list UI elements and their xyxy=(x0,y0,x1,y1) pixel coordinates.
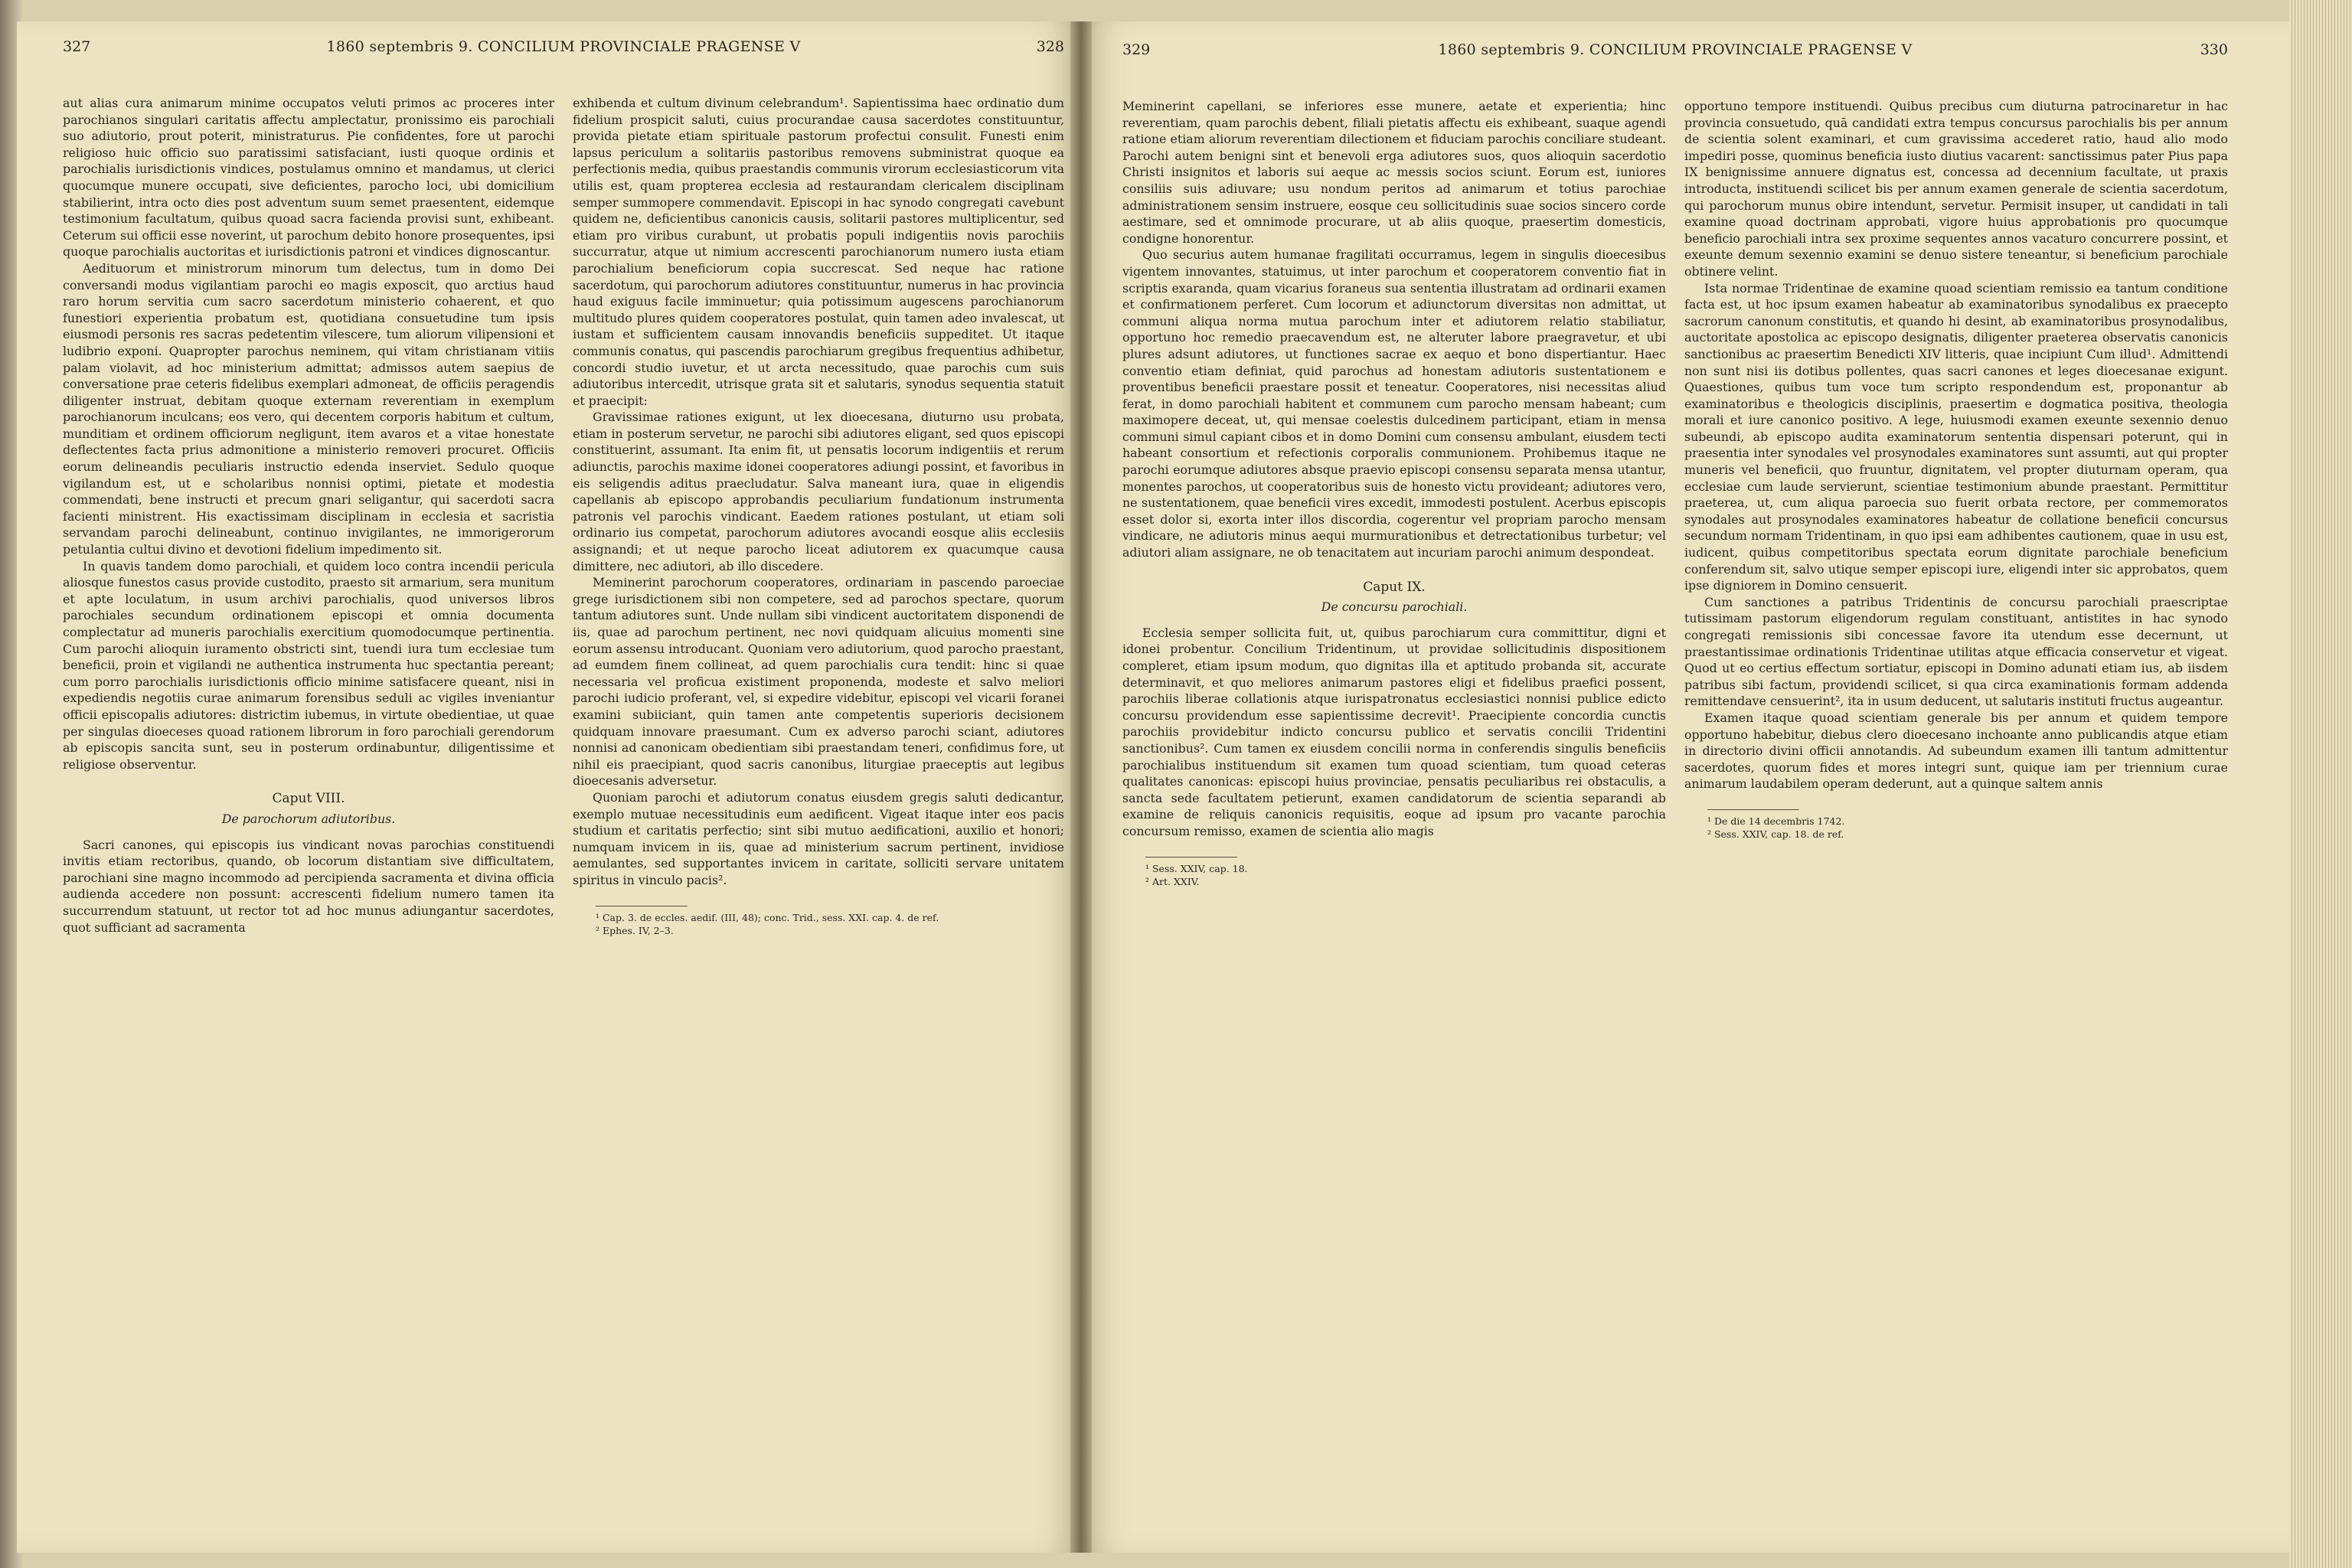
page-number-327: 327 xyxy=(63,38,91,55)
paragraph: aut alias cura animarum minime occupatos veluti primos ac proceres inter parochianos singulari caritatis affectu amplectatur, pronissimo eis parochiali suo adiutorio, prout poterit, ministraturus. Pie confidentes, fore ut parochi religioso huic officio suo paratissimi satisfaciant, iusti quoque ordinis et parochialis iurisdictionis vindices, postulamus omnino et mandamus, ut clerici quocumque munere occupati, sive deficientes, parocho loci, ubi domicilium stabilierint, intra octo dies post adventum suum semet praesentent, eidemque testimonium facultatum, quibus quoad sacra facienda provisi sunt, exhibeant. Ceterum sui officii esse noverint, ut parochum debito honore prosequentes, ipsi quoque parochialis auctoritas et iurisdictionis patroni et vindices dignoscantur. xyxy=(63,96,554,260)
paragraph: Meminerint capellani, se inferiores esse munere, aetate et experientia; hinc reverentiam, quam parochis debent, filiali pietatis affectu eis exhibeant, suaque agendi ratione etiam aliorum reverentiam dilectionem et fiduciam parochis conciliare studeant. Parochi autem benigni sint et benevoli erga adiutores suos, quos alioquin sacerdotio Christi insignitos et laboris sui aeque ac messis socios sciunt. Eorum est, iuniores consiliis suis adiuvare; usu nondum peritos ad animarum et totius parochiae administrationem sensim instruere, eosque ceu sollicitudinis suae socios sincero corde aestimare, sed et omnimode procurare, ut ab aliis quoque, praesertim domesticis, condigne honorentur. xyxy=(1122,99,1666,246)
paragraph: exhibenda et cultum divinum celebrandum¹. Sapientissima haec ordinatio dum fidelium prospicit saluti, cuius procurandae causa sacerdotes constituuntur, provida pietate etiam spirituale pastorum profectui consulit. Funesti enim lapsus periculum a solitariis pastoribus removens subministrat quoque ea perfectionis media, quibus praestandis communis virorum ecclesiasticorum vita utilis est, quam propterea ecclesia ad restaurandam clericalem disciplinam semper summopere commendavit. Episcopi in hac synodo congregati cavebunt quidem ne, deficientibus canonicis causis, solitarii pastores multiplicentur, sed etiam pro viribus curabunt, ut probatis populi indigentiis novis parochiis succurratur, atque ut nimium accrescenti parochianorum numero iusta etiam parochialium beneficiorum copia succrescat. Sed neque hac ratione sacerdotum, qui parochorum adiutores constituuntur, numerus in hac provincia haud exiguus facile imminuetur; quia potissimum augescens parochianorum multitudo plures quidem cooperatores postulat, quin tamen adeo invalescat, ut iustam et sufficientem causam innovandis beneficiis suppeditet. Ut itaque communis conatus, qui pascendis parochiarum gregibus frequentius adhibetur, concordi studio iuvetur, et ut arcta necessitudo, quae parochis cum suis adiutoribus intercedit, utrisque grata sit et salutaris, synodus sequentia statuit et praecipit: xyxy=(573,96,1064,408)
paragraph: Sacri canones, qui episcopis ius vindicant novas parochias constituendi invitis etiam rectoribus, quando, ob locorum distantiam sive difficultatem, parochiani sine magno incommodo ad percipienda sacramenta et divina officia audienda accedere non possunt: accrescenti fidelium numero tamen ita succurrendum statuunt, ut rector tot ad hoc munus adiungantur sacerdotes, quot sufficiant ad sacramenta xyxy=(63,837,554,935)
paragraph: Gravissimae rationes exigunt, ut lex dioecesana, diuturno usu probata, etiam in posterum servetur, ne parochi sibi adiutores eligant, sed quos episcopi constituerint, assumant. Ita enim fit, ut pensatis locorum indigentiis et rerum adiunctis, parochis maxime idonei cooperatores adiungi possint, et favoribus in eis seligendis aditus praecludatur. Salva maneant iura, quae in eligendis capellanis ab episcopo approbandis peculiarium fundationum instrumenta patronis vel parochis vindicant. Eaedem rationes postulant, ut etiam soli ordinario ius competat, parochorum adiutores avocandi eosque aliis ecclesiis assignandi; et ut neque parocho liceat adiutorem ex quacumque causa dimittere, nec adiutori, ab illo discedere. xyxy=(573,410,1064,573)
page-number-328: 328 xyxy=(1036,38,1064,55)
footnote: ² Sess. XXIV, cap. 18. de ref. xyxy=(1707,828,1844,840)
paragraph: opportuno tempore instituendi. Quibus precibus cum diuturna patrocinaretur in hac provincia consuetudo, quā candidati extra tempus concursus parochialis bis per annum de scientia solent examinari, et cum gravissima accederet ratio, haud alio modo impediri posse, quominus beneficia iusto diutius vacarent: sanctissimus pater Pius papa IX benignissime annuere dignatus est, concessa ad decennium facultate, ut praxis introducta, instituendi scilicet bis per annum examen generale de scientia sacerdotum, qui parochorum munus obire intendunt, servetur. Permisit insuper, ut candidati in tali examine quoad doctrinam approbati, vigore huius approbationis pro quocumque beneficio parochiali intra sex proxime sequentes annos vacaturo concurrere possint, et exeunte demum sexennio examini se denuo sistere teneantur, si beneficium parochiale obtinere velint. xyxy=(1684,99,2228,279)
footnote: ¹ Cap. 3. de eccles. aedif. (III, 48); conc. Trid., sess. XXI. cap. 4. de ref. xyxy=(596,911,939,923)
chapter-subtitle: De parochorum adiutoribus. xyxy=(221,811,396,826)
footnote: ¹ Sess. XXIV, cap. 18. xyxy=(1145,862,1248,874)
paragraph: In quavis tandem domo parochiali, et quidem loco contra incendii pericula aliosque funestos casus provide custodito, praesto sit armarium, sera munitum et apte loculatum, in usum archivi parochialis, quod universos libros parochiales secundum ordinationem episcopi et omnia documenta complectatur ad muneris parochialis exercitium quomodocumque pertinentia. Cum parochi alioquin iuramento obstricti sint, tuendi iura tum ecclesiae tum beneficii, proin et vigilandi ne authentica instrumenta huc spectantia pereant; cum porro parochialis iurisdictionis officio minime satisfacere queant, nisi in expediendis negotiis curae animarum forensibus seduli ac vigiles inveniantur officii episcopalis adiutores: districtim iubemus, in virtute obedientiae, ut quae per singulas dioeceses quoad rationem librorum in foro parochiali gerendorum ab episcopis sancita sunt, seu in posterum ordinabuntur, diligentissime et religiose observentur. xyxy=(63,558,554,772)
running-title: 1860 septembris 9. CONCILIUM PROVINCIALE PRAGENSE V xyxy=(1438,41,1913,58)
left-page xyxy=(17,21,1081,1553)
paragraph: Ista normae Tridentinae de examine quoad scientiam remissio ea tantum conditione facta est, ut hoc ipsum examen habeatur ab examinatoribus synodalibus ex praecepto sacrorum canonum constitutis, et quando hi desint, ab examinatoribus prosynodalibus, auctoritate apostolica ac episcopo designatis, diligenter praeterea observatis canonicis sanctionibus ac praesertim Benedicti XIV litteris, quae incipiunt Cum illud¹. Admittendi non sunt nisi iis dotibus pollentes, quas sacri canones et leges dioecesanae exigunt. Quaestiones, quibus tum voce tum scripto respondendum est, proponantur ab examinatoribus e theologicis disciplinis, praesertim e dogmatica positiva, theologia morali et iure canonico positivo. A lege, huiusmodi examen exeunte sexennio denuo subeundi, ab episcopo audita examinatorum sententia dispensari poterunt, qui in praesentia inter synodales vel prosynodales examinatores sunt assumti, aut qui propter muneris vel beneficii, quo fruuntur, dignitatem, vel propter diuturnam operam, qua ecclesiae cum laude servierunt, scientiae testimonium abunde praestant. Permittitur praeterea, ut, cum aliqua paroecia suo fuerit orbata rectore, per commemoratos synodales aut prosynodales examinatores habeatur de collatione beneficii concursus secundum normam Tridentinam, in quo ipsi eam adhibentes cautionem, quae in usu est, iudicent, quibus competitoribus spectata eorum dignitate parochiale beneficium conferendum sit, salvo utique semper episcopi iure, eligendi inter sic approbatos, quem ipse digniorem in Domino censuerit. xyxy=(1684,280,2228,593)
right-running-head xyxy=(1122,41,2228,67)
book-gutter xyxy=(1070,21,1092,1553)
paragraph: Meminerint parochorum cooperatores, ordinariam in pascendo paroeciae grege iurisdictionem sibi non competere, sed ad parochos spectare, quorum tantum adiutores sunt. Unde nullam sibi vindicent auctoritatem disponendi de iis, quae ad parochum pertinent, nec novi quidquam alicuius momenti sine eorum assensu introducant. Quoniam vero adiutorium, quod parocho praestant, ad eumdem finem collineat, ad quem parochialis cura tendit: hinc si quae necessaria vel proficua existiment proponenda, modeste et salvo meliori parochi iudicio proferant, vel, si expedire videbitur, episcopi vel vicarii foranei examini subiiciant, quin tamen ante competentis superioris decisionem quidquam innovare praesumant. Cum ex adverso parochi sciant, adiutores nonnisi ad canonicam obedientiam sibi praestandam teneri, confidimus fore, ut nihil eis praecipiant, quod sacris canonibus, liturgiae praeceptis aut legibus dioecesanis adversetur. xyxy=(573,575,1064,789)
paragraph: Quo securius autem humanae fragilitati occurramus, legem in singulis dioecesibus vigentem innovantes, statuimus, ut inter parochum et cooperatorem conventio fiat in scriptis exaranda, quam vicarius foraneus sua sententia illustratam ad ordinarii examen et confirmationem perferet. Cum locorum et adiunctorum diversitas non admittat, ut communi aliqua norma mutua parochum inter et adiutorem relatio stabiliatur, opportuno hoc remedio praecavendum est, ne alteruter labore praegravetur, et ubi plures adsunt adiutores, ut functiones sacrae ex aequo et bono dispertiantur. Haec conventio etiam definiat, quid parochus ad honestam adiutoris sustentationem e proventibus beneficii praestare possit et teneatur. Cooperatores, nisi necessitas aliud ferat, in domo parochiali habitent et communem cum parocho mensam habeant; cum maximopere deceat, ut, qui mensae coelestis dulcedinem participant, etiam in mensa communi simul capiant cibos et in domo Domini cum consensu ambulant, eiusdem tecti habeant consortium et refectionis corporalis communionem. Prohibemus itaque ne parochi eorumque adiutores absque praevio episcopi consensu separata mensa utantur, monentes parochos, ut cooperatoribus suis de honesto victu provideant; adiutores vero, ne sustentationem, quae beneficii vires excedit, immodesti postulent. Acerbus episcopis esset dolor si, exorta inter illos discordia, cogerentur vel propriam parocho mensam vindicare, ne adiutoris minus aequi murmurationibus et detrectationibus turbetur; vel adiutori aliam assignare, ne ob tenacitatem aut incuriam parochi animum despondeat. xyxy=(1122,247,1666,560)
page-number-329: 329 xyxy=(1122,41,1151,58)
left-page-column-1 xyxy=(63,95,554,937)
footnote: ² Art. XXIV. xyxy=(1145,875,1200,887)
right-page xyxy=(1081,21,2289,1553)
footnote-rule xyxy=(1707,809,1799,810)
book-page-edges xyxy=(2289,0,2352,1568)
left-page-column-2 xyxy=(573,95,1064,937)
chapter-heading: Caput IX. xyxy=(1363,579,1426,595)
footnote: ¹ De die 14 decembris 1742. xyxy=(1707,815,1845,827)
paragraph: Cum sanctiones a patribus Tridentinis de concursu parochiali praescriptae tutissimam pastorum eligendorum regulam constituant, antistites in hac synodo congregati remissionis sibi concessae favore ita utendum esse decernunt, ut praestantissimae ordinationis Tridentinae utilitas atque efficacia conservetur et vigeat. Quod ut eo certius effectum sortiatur, episcopi in Domino adunati etiam ius, ab iisdem patribus sibi factum, providendi scilicet, si qua circa examinationis formam addenda remittendave censuerint², ita in usum deducent, ut salutaris instituti fructus augeantur. xyxy=(1684,594,2228,709)
paragraph: Aedituorum et ministrorum minorum tum delectus, tum in domo Dei conversandi modus vigilantiam parochi eo magis exposcit, quo arctius haud raro horum servitia cum sacro sacerdotum ministerio cohaerent, et quo funestiori experientia probatum est, quotidiana consuetudine tum ipsis eiusmodi personis res sacras pedetentim vilescere, tum aliorum vilipensioni et ludibrio exponi. Quapropter parochus neminem, qui vitam christianam vitiis palam violavit, ad hoc ministerium admittat; admissos autem saepius de conversatione prae ceteris fidelibus exemplari admoneat, de officiis peragendis diligenter instruat, debitam quoque externam reverentiam in exemplum parochianorum inculcans; eos vero, qui decentem corporis habitum et cultum, munditiam et ordinem officiorum negligunt, item avaros et a vitae honestate deflectentes facta prius admonitione a ministerio removeri procuret. Officiis eorum delineandis peculiaris instructio edenda inserviet. Sedulo quoque vigilandum est, ut e scholaribus nonnisi optimi, pietate et modestia commendati, bene instructi et precum gnari seligantur, qui sacerdoti sacra facienti ministrent. His exactissimam disciplinam in ecclesia et sacristia servandam parochi delineabunt, continuo invigilantes, ne immorigerorum petulantia cultui divino et devotioni fidelium impedimento sit. xyxy=(63,260,554,557)
left-running-head xyxy=(63,38,1064,64)
paragraph: Examen itaque quoad scientiam generale bis per annum et quidem tempore opportuno habebitur, diebus clero dioecesano inchoante anno publicandis atque etiam in directorio divini officii annotandis. Ad subeundum examen illi tantum admittentur sacerdotes, quorum fides et mores integri sunt, quique iam per triennium curae animarum laudabilem operam dederunt, aut a quinque saltem annis xyxy=(1684,710,2228,792)
footnote-rule xyxy=(1145,857,1237,858)
chapter-heading: Caput VIII. xyxy=(272,791,345,807)
page-number-330: 330 xyxy=(2200,41,2228,58)
paragraph: Quoniam parochi et adiutorum conatus eiusdem gregis saluti dedicantur, exemplo mutuae necessitudinis eum aedificent. Vigeat itaque inter eos pacis studium et caritatis perfectio; sint sibi mutuo aedificationi, auxilio et honori; numquam invicem in iis, quae ad ministerium sacrum pertinent, invidiose aemulantes, sed supportantes invicem in caritate, solliciti servare unitatem spiritus in vinculo pacis². xyxy=(573,789,1064,887)
right-page-column-1 xyxy=(1122,98,1666,888)
running-title: 1860 septembris 9. CONCILIUM PROVINCIALE PRAGENSE V xyxy=(326,38,801,55)
footnote: ² Ephes. IV, 2–3. xyxy=(596,924,674,936)
right-page-column-2 xyxy=(1684,98,2228,888)
paragraph: Ecclesia semper sollicita fuit, ut, quibus parochiarum cura committitur, digni et idonei probentur. Concilium Tridentinum, ut providae sollicitudinis dispositionem compleret, etiam ipsum modum, quo dignitas illa et aptitudo probanda sit, accurate determinavit, et quo meliores animarum pastores eligi et fidelibus praefici possent, parochiis liberae collationis atque iurispatronatus ecclesiastici nonnisi publice edicto concursu providendum esse sapientissime decrevit¹. Praecipiente concordia cunctis parochiis providebitur indicto concursu publico et servatis concilii Tridentini sanctionibus². Cum tamen ex eiusdem concilii norma in conferendis singulis beneficiis parochialibus instituendum sit examen tum quoad scientiam, tum quoad ceteras qualitates canonicas: episcopi huius provinciae, pensatis peculiaribus rei obstaculis, a sancta sede facultatem petierunt, examen candidatorum de scientia separandi ab examine de reliquis canonicis requisitis, eoque ad ipsum pro vacante parochia concursum remisso, examen de scientia alio magis xyxy=(1122,625,1666,838)
chapter-subtitle: De concursu parochiali. xyxy=(1321,599,1468,615)
